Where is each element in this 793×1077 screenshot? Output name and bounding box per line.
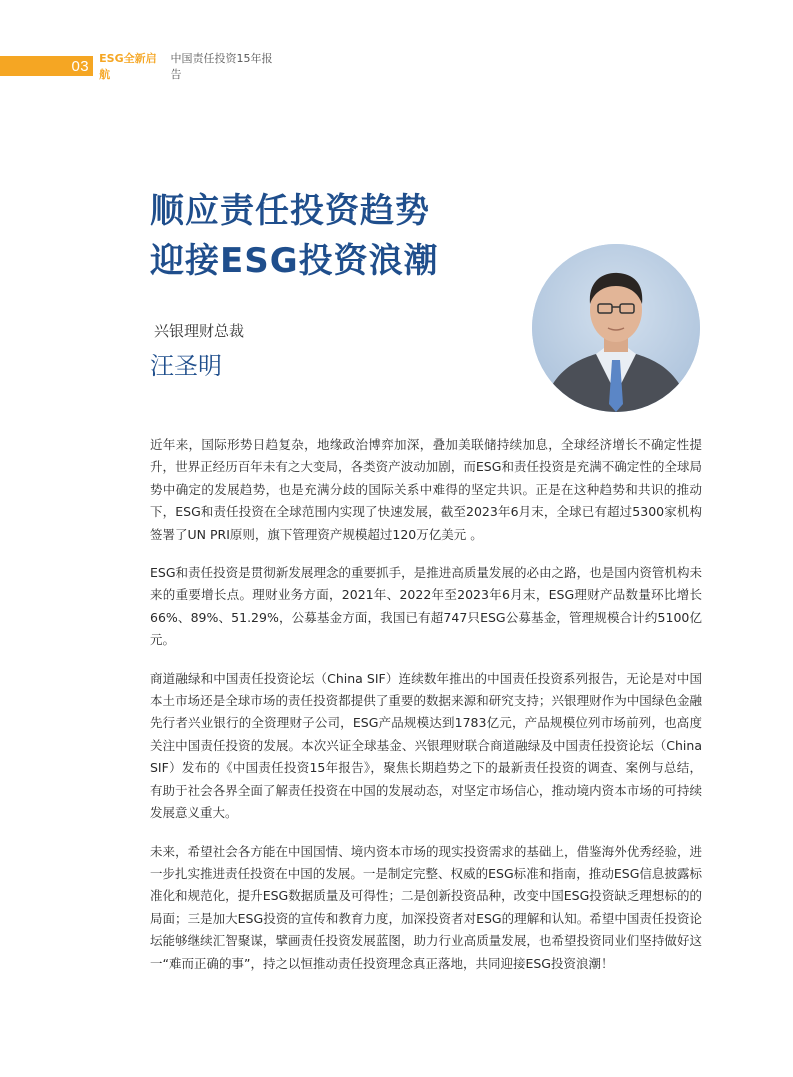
paragraph: ESG和责任投资是贯彻新发展理念的重要抓手，是推进高质量发展的必由之路，也是国内资管机构未来的重要增长点。理财业务方面，2021年、2022年至2023年6月末，ESG理财产品数量环比增长66%、89%、51.29%，公募基金方面，我国已有超747只ESG公募基金，管理规模合计约5100亿元。	[150, 565, 702, 648]
article-title	[150, 186, 439, 286]
page-number: 03	[71, 57, 90, 75]
page-number-tab	[0, 56, 93, 76]
running-header	[0, 52, 280, 81]
paragraph: 未来，希望社会各方能在中国国情、境内资本市场的现实投资需求的基础上，借鉴海外优秀经验，进一步扎实推进责任投资在中国的发展。一是制定完整、权威的ESG标准和指南，推动ESG信息披露标准化和规范化，提升ESG数据质量及可得性；二是创新投资品种，改变中国ESG投资缺乏理想标的的局面；三是加大ESG投资的宣传和教育力度，加深投资者对ESG的理解和认知。希望中国责任投资论坛能够继续汇智聚谋，擘画责任投资发展蓝图，助力行业高质量发展，也希望投资同业们坚持做好这一“难而正确的事”，持之以恒推动责任投资理念真正落地，共同迎接ESG投资浪潮！	[150, 843, 702, 971]
article-title-line-2: 迎接ESG投资浪潮	[150, 241, 439, 281]
author-portrait	[532, 244, 700, 412]
paragraph: 近年来，国际形势日趋复杂，地缘政治博弈加深，叠加美联储持续加息，全球经济增长不确定性提升，世界正经历百年未有之大变局，各类资产波动加剧，而ESG和责任投资是充满不确定性的全球局势中确定的发展趋势，也是充满分歧的国际关系中难得的坚定共识。正是在这种趋势和共识的推动下，ESG和责任投资在全球范围内实现了快速发展，截至2023年6月末，全球已有超过5300家机构签署了UN PRI原则，旗下管理资产规模超过120万亿美元 。	[150, 437, 702, 542]
portrait-illustration	[532, 244, 700, 412]
paragraph: 商道融绿和中国责任投资论坛（China SIF）连续数年推出的中国责任投资系列报告，无论是对中国本土市场还是全球市场的责任投资都提供了重要的数据来源和研究支持；兴银理财作为中国绿色金融先行者兴业银行的全资理财子公司，ESG产品规模达到1783亿元，产品规模位列市场前列，也高度关注中国责任投资的发展。本次兴证全球基金、兴银理财联合商道融绿及中国责任投资论坛（China SIF）发布的《中国责任投资15年报告》，聚焦长期趋势之下的最新责任投资的调查、案例与总结，有助于社会各界全面了解责任投资在中国的发展动态，对坚定市场信心，推动境内资本市场的可持续发展意义重大。	[150, 670, 702, 821]
article-body	[150, 434, 702, 991]
header-brand: ESG全新启航	[99, 52, 157, 81]
author-role: 兴银理财总裁	[154, 322, 245, 340]
article-title-line-1: 顺应责任投资趋势	[150, 191, 430, 231]
header-report-title: 中国责任投资15年报告	[170, 52, 273, 81]
author-name: 汪圣明	[150, 352, 222, 380]
